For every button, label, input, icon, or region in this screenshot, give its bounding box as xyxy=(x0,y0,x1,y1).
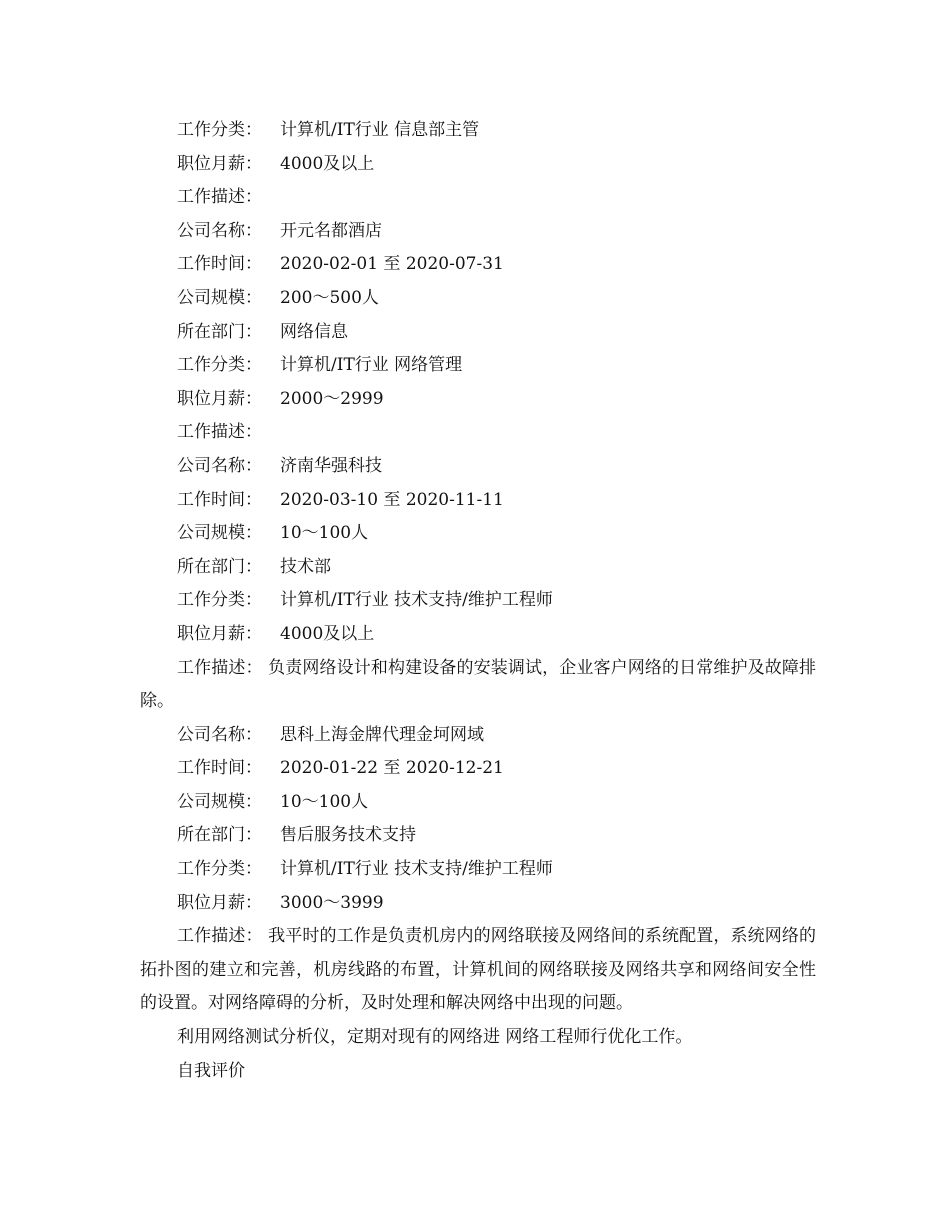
field-value: 计算机/IT行业 技术支持/维护工程师 xyxy=(280,590,553,611)
field-label: 工作时间： xyxy=(177,758,262,779)
description-extra-paragraph: 利用网络测试分析仪，定期对现有的网络进 网络工程师行优化工作。 xyxy=(177,1027,693,1048)
field-label: 所在部门： xyxy=(177,556,262,577)
field-label: 公司规模： xyxy=(177,791,262,812)
field-value: 思科上海金牌代理金坷网域 xyxy=(280,724,484,745)
field-category xyxy=(140,584,816,618)
field-company xyxy=(140,215,816,249)
field-category xyxy=(140,114,816,148)
self-evaluation-heading: 自我评价 xyxy=(177,1060,245,1081)
field-label: 职位月薪： xyxy=(177,153,262,174)
field-label: 工作时间： xyxy=(177,254,262,275)
field-time xyxy=(140,248,816,282)
field-value: 网络信息 xyxy=(280,321,348,342)
field-size xyxy=(140,282,816,316)
field-department xyxy=(140,551,816,585)
field-company xyxy=(140,719,816,753)
field-value: 济南华强科技 xyxy=(280,455,382,476)
field-value: 2020-02-01 至 2020-07-31 xyxy=(280,254,504,275)
field-label: 工作分类： xyxy=(177,355,262,376)
field-salary xyxy=(140,887,816,921)
field-label: 工作时间： xyxy=(177,489,262,510)
field-department xyxy=(140,819,816,853)
field-value: 开元名都酒店 xyxy=(280,220,382,241)
field-label: 工作描述： xyxy=(177,422,262,443)
field-value: 4000及以上 xyxy=(280,623,375,644)
field-value: 2020-03-10 至 2020-11-11 xyxy=(280,489,504,510)
field-label: 公司名称： xyxy=(177,220,262,241)
field-label: 职位月薪： xyxy=(177,388,262,409)
field-value: 计算机/IT行业 信息部主管 xyxy=(280,120,480,140)
field-salary xyxy=(140,383,816,417)
field-description xyxy=(140,181,816,215)
field-label: 公司规模： xyxy=(177,287,262,308)
field-label: 公司名称： xyxy=(177,724,262,745)
field-value: 200～500人 xyxy=(280,287,379,308)
field-label: 工作分类： xyxy=(177,120,262,140)
field-category xyxy=(140,853,816,887)
field-value: 3000～3999 xyxy=(280,892,384,913)
resume-work-experience xyxy=(140,114,816,1088)
field-label: 公司规模： xyxy=(177,523,262,544)
field-value: 计算机/IT行业 技术支持/维护工程师 xyxy=(280,859,553,880)
field-description xyxy=(140,416,816,450)
field-value: 技术部 xyxy=(280,556,331,577)
field-value: 10～100人 xyxy=(280,791,369,812)
field-value: 2000～2999 xyxy=(280,388,384,409)
field-time xyxy=(140,752,816,786)
field-label: 工作分类： xyxy=(177,859,262,880)
field-label: 工作分类： xyxy=(177,590,262,611)
description-paragraph: 工作描述： 负责网络设计和构建设备的安装调试，企业客户网络的日常维护及故障排除。 xyxy=(140,657,816,712)
field-size xyxy=(140,517,816,551)
field-value: 4000及以上 xyxy=(280,153,375,174)
field-label: 职位月薪： xyxy=(177,892,262,913)
field-value: 10～100人 xyxy=(280,523,369,544)
field-time xyxy=(140,484,816,518)
field-value: 售后服务技术支持 xyxy=(280,825,416,846)
field-value: 2020-01-22 至 2020-12-21 xyxy=(280,758,504,779)
field-category xyxy=(140,349,816,383)
field-label: 所在部门： xyxy=(177,321,262,342)
field-label: 所在部门： xyxy=(177,825,262,846)
field-label: 职位月薪： xyxy=(177,623,262,644)
field-label: 工作描述： xyxy=(177,187,262,208)
field-label: 公司名称： xyxy=(177,455,262,476)
field-company xyxy=(140,450,816,484)
field-salary xyxy=(140,148,816,182)
field-value: 计算机/IT行业 网络管理 xyxy=(280,355,463,376)
description-paragraph: 工作描述： 我平时的工作是负责机房内的网络联接及网络间的系统配置，系统网络的拓扑图的建立和完善，机房线路的布置，计算机间的网络联接及网络共享和网络间安全性的设置。对网络障碍的分析，及时处理和解决网络中出现的问题。 xyxy=(140,926,816,1014)
field-salary xyxy=(140,618,816,652)
field-size xyxy=(140,786,816,820)
field-department xyxy=(140,316,816,350)
